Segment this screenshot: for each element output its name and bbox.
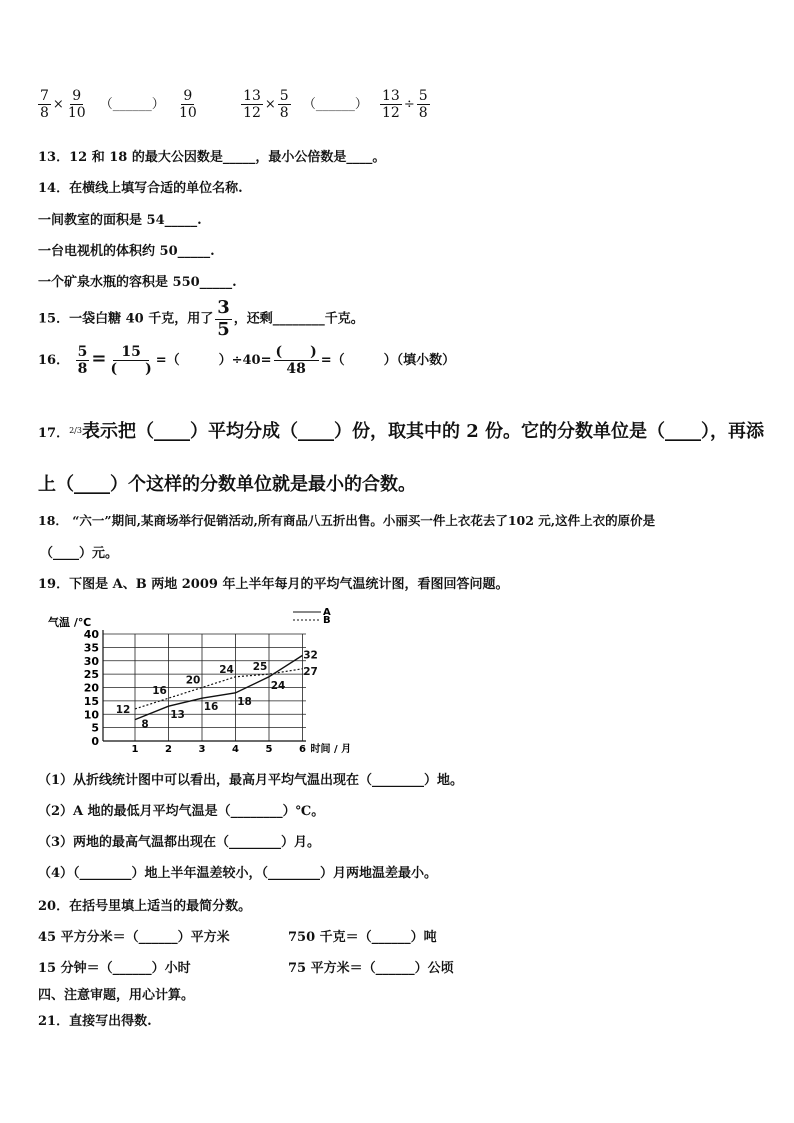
data-label: 8 — [141, 718, 149, 731]
question-19-sub3: （3）两地的最高气温都出现在（________）月。 — [38, 835, 321, 850]
fraction: $\frac{5}{8}$ — [418, 88, 428, 122]
y-axis-label: 气温 /℃ — [48, 616, 92, 629]
question-14-line: 一间教室的面积是 54_____. — [38, 213, 202, 228]
x-tick-label: 5 — [265, 744, 273, 755]
fraction: $\frac{( )}{48}$ — [275, 344, 317, 378]
legend-label: A — [323, 607, 331, 618]
question-19-sub4: （4）（________）地上半年温差较小，（________）月两地温差最小。 — [38, 866, 438, 881]
fraction: $\frac{5}{8}$ — [77, 344, 88, 378]
fraction: $\frac{3}{5}$ — [217, 297, 230, 340]
question-20-a: 45 平方分米＝（______）平方米 — [38, 930, 230, 945]
question-20-d: 75 平方米＝（______）公顷 — [288, 961, 454, 976]
x-tick-label: 1 — [131, 744, 139, 755]
question-18-line2: （____）元。 — [40, 546, 119, 561]
y-tick-label: 10 — [83, 708, 99, 722]
data-label: 24 — [219, 663, 234, 676]
small-fraction: 2/3 — [69, 426, 82, 435]
question-19-sub2: （2）A 地的最低月平均气温是（________）℃。 — [38, 804, 325, 819]
data-label: 27 — [303, 665, 318, 678]
fraction: $\frac{13}{12}$ — [243, 88, 261, 122]
x-tick-label: 6 — [299, 744, 306, 755]
question-19-sub1: （1）从折线统计图中可以看出，最高月平均气温出现在（________）地。 — [38, 773, 464, 788]
y-tick-label: 5 — [91, 721, 99, 735]
question-21: 21．直接写出得数. — [38, 1014, 152, 1029]
q12-row: $\frac{7}{8}$ × $\frac{9}{10}$ （______） $\frac{9}{10}$ $\frac{13}{12}$ × $\frac{5}{8}$ （______） $\frac{13}{12}$ ÷ $\frac{5}{8}$ — [40, 88, 428, 122]
question-17-line1: 17．$^{2/3}$表示把（____）平均分成（____）份，取其中的 2 份。它的分数单位是（____），再添 — [38, 421, 765, 442]
data-label: 24 — [270, 679, 286, 692]
question-19-title: 19．下图是 A、B 两地 2009 年上半年每月的平均气温统计图，看图回答问题。 — [38, 577, 509, 592]
question-16: 16． $\frac{5}{8}$ = $\frac{15}{( )}$ =（ ）÷40= $\frac{( )}{48}$ =（ ）（填小数） — [38, 344, 456, 378]
data-label: 20 — [185, 674, 201, 687]
data-label: 18 — [237, 695, 252, 708]
question-14-line: 一台电视机的体积约 50_____. — [38, 244, 215, 259]
y-tick-label: 25 — [83, 668, 99, 682]
y-tick-label: 30 — [83, 654, 99, 668]
y-tick-label: 0 — [91, 735, 99, 748]
question-20-b: 750 千克＝（______）吨 — [288, 930, 437, 945]
y-tick-label: 35 — [83, 641, 99, 655]
data-label: 32 — [303, 649, 318, 662]
data-label: 16 — [152, 685, 167, 698]
temperature-line-chart — [38, 604, 352, 755]
fraction: $\frac{9}{10}$ — [178, 88, 197, 122]
x-axis-label: 时间 / 月 — [310, 744, 352, 755]
data-label: 13 — [170, 709, 185, 722]
x-tick-label: 4 — [232, 744, 239, 755]
question-20-c: 15 分钟＝（______）小时 — [38, 961, 191, 976]
data-labels — [116, 649, 318, 730]
x-tick-label: 2 — [165, 744, 172, 755]
data-label: 12 — [115, 703, 131, 716]
question-20-title: 20．在括号里填上适当的最简分数。 — [38, 899, 252, 914]
fraction: $\frac{13}{12}$ — [382, 88, 400, 122]
question-15: 15．一袋白糖 40 千克，用了 $\frac{3}{5}$ ，还剩________千克。 — [38, 297, 364, 340]
y-tick-labels — [84, 628, 100, 748]
section-4-heading: 四、注意审题，用心计算。 — [38, 988, 195, 1003]
question-13: 13．12 和 18 的最大公因数是_____，最小公倍数是____。 — [38, 150, 386, 165]
fraction: $\frac{5}{8}$ — [279, 88, 289, 122]
question-17-line2: 上（____）个这样的分数单位就是最小的合数。 — [38, 474, 416, 495]
fraction: $\frac{7}{8}$ — [40, 88, 49, 122]
fraction: $\frac{9}{10}$ — [67, 88, 86, 122]
answer-blank[interactable]: （______） — [99, 97, 165, 113]
question-14-title: 14．在横线上填写合适的单位名称. — [38, 181, 243, 196]
question-14-line: 一个矿泉水瓶的容积是 550_____. — [38, 275, 237, 290]
x-tick-label: 3 — [198, 744, 206, 755]
y-tick-label: 15 — [83, 694, 99, 708]
x-tick-labels — [132, 744, 307, 755]
y-tick-label: 20 — [83, 681, 99, 695]
legend-label: B — [323, 615, 331, 626]
answer-blank[interactable]: （______） — [302, 97, 368, 113]
data-label: 25 — [252, 661, 268, 674]
data-label: 16 — [203, 701, 219, 714]
question-18-line1: 18． “六一”期间,某商场举行促销活动,所有商品八五折出售。小丽买一件上衣花去了102 元,这件上衣的原价是 — [38, 513, 656, 528]
chart-legend — [293, 607, 331, 626]
fraction: $\frac{15}{( )}$ — [110, 344, 152, 378]
y-tick-label: 40 — [83, 628, 99, 641]
